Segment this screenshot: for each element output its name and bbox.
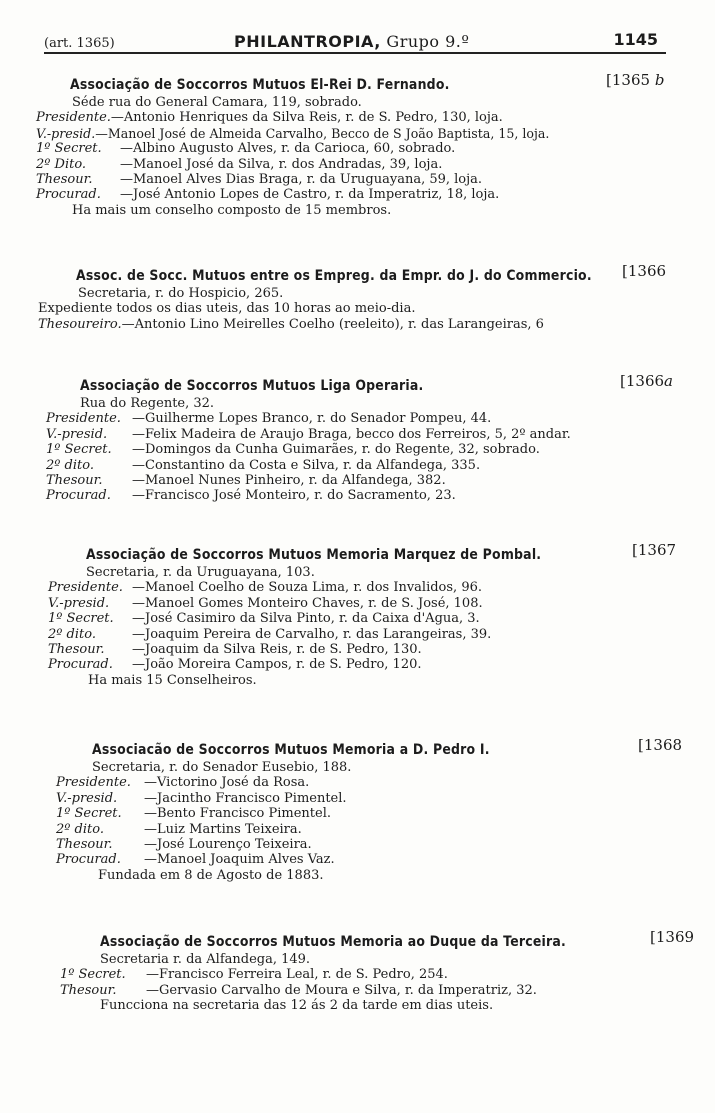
- member-line: 2º dito. —Constantino da Costa e Silva, r. da Alfandega, 335.: [46, 457, 481, 473]
- entry-title: Assoc. de Socc. Mutuos entre os Empreg. da Empr. do J. do Commercio.: [76, 266, 592, 284]
- entry-number: [1369: [650, 928, 695, 946]
- member-line: 2º dito. —Luiz Martins Teixeira.: [56, 821, 302, 837]
- member-line: Thesoureiro.—Antonio Lino Meirelles Coelho (reeleito), r. das Larangeiras, 6: [38, 316, 544, 332]
- member-line: Thesour. —Joaquim da Silva Reis, r. de S. Pedro, 130.: [48, 642, 422, 658]
- member-line: Procurad. —Francisco José Monteiro, r. do Sacramento, 23.: [46, 488, 456, 504]
- member-line: Presidente.—Antonio Henriques da Silva Reis, r. de S. Pedro, 130, loja.: [36, 110, 503, 126]
- member-line: 1º Secret. —Albino Augusto Alves, r. da Carioca, 60, sobrado.: [36, 141, 456, 157]
- entry-title: Associação de Soccorros Mutuos Memoria Marquez de Pombal.: [86, 545, 542, 563]
- member-line: 1º Secret. —Bento Francisco Pimentel.: [56, 806, 332, 822]
- member-line: Presidente. —Manoel Coelho de Souza Lima, r. dos Invalidos, 96.: [48, 580, 482, 596]
- member-line: 2º Dito. —Manoel José da Silva, r. dos Andradas, 39, loja.: [36, 156, 443, 172]
- member-line: 1º Secret. —Francisco Ferreira Leal, r. de S. Pedro, 254.: [60, 967, 448, 983]
- member-line: 1º Secret. —Domingos da Cunha Guimarães, r. do Regente, 32, sobrado.: [46, 442, 540, 458]
- member-line: Thesour. —Manoel Alves Dias Braga, r. da Uruguayana, 59, loja.: [36, 172, 483, 188]
- entry-1366: [38, 262, 678, 332]
- entry-note: Expediente todos os dias uteis, das 10 horas ao meio-dia.: [38, 301, 416, 317]
- member-line: V.-presid. —Felix Madeira de Araujo Braga, becco dos Ferreiros, 5, 2º andar.: [46, 426, 571, 442]
- entry-address: Rua do Regente, 32.: [80, 396, 215, 411]
- entry-address: Secretaria, r. do Hospicio, 265.: [78, 286, 284, 301]
- entry-number: [1365 b: [606, 71, 665, 89]
- page-header: [44, 28, 666, 54]
- member-line: Procurad. —João Moreira Campos, r. de S. Pedro, 120.: [48, 657, 422, 673]
- member-line: V.-presid. —Manoel Gomes Monteiro Chaves, r. de S. José, 108.: [48, 595, 483, 611]
- member-line: Presidente. —Victorino José da Rosa.: [56, 775, 310, 791]
- entry-note: Fundada em 8 de Agosto de 1883.: [98, 867, 324, 883]
- entry-address: Secretaria, r. da Uruguayana, 103.: [86, 565, 315, 580]
- entry-title: Associação de Soccorros Mutuos El-Rei D. Fernando.: [70, 75, 450, 93]
- entry-1369: [60, 928, 700, 1014]
- entry-note: Ha mais 15 Conselheiros.: [88, 672, 257, 688]
- entry-title: Associação de Soccorros Mutuos Liga Operaria.: [80, 376, 424, 394]
- page-number: 1145: [613, 30, 658, 49]
- member-line: V.-presid. —Jacintho Francisco Pimentel.: [56, 790, 347, 806]
- entry-1367: [48, 541, 688, 688]
- running-title: PHILANTROPIA, Grupo 9.º: [234, 32, 470, 51]
- entry-number: [1368: [638, 736, 683, 754]
- entry-address: Séde rua do General Camara, 119, sobrado.: [72, 95, 362, 110]
- entry-address: Secretaria r. da Alfandega, 149.: [100, 952, 311, 967]
- member-line: V.-presid.—Manoel José de Almeida Carvalho, Becco de S João Baptista, 15, loja.: [36, 125, 550, 141]
- entry-address: Secretaria, r. do Senador Eusebio, 188.: [92, 760, 352, 775]
- entry-1365b: [36, 71, 676, 218]
- member-line: Procurad. —Manoel Joaquim Alves Vaz.: [56, 852, 335, 868]
- entry-title: Associação de Soccorros Mutuos Memoria ao Duque da Terceira.: [100, 932, 566, 950]
- member-line: Presidente. —Guilherme Lopes Branco, r. do Senador Pompeu, 44.: [46, 411, 492, 427]
- entry-number: [1366a: [620, 372, 673, 390]
- entry-1368: [56, 736, 696, 883]
- entry-number: [1367: [632, 541, 677, 559]
- entry-note: Funcciona na secretaria das 12 ás 2 da tarde em dias uteis.: [100, 998, 494, 1014]
- member-line: Procurad. —José Antonio Lopes de Castro, r. da Imperatriz, 18, loja.: [36, 187, 500, 203]
- member-line: 2º dito. —Joaquim Pereira de Carvalho, r. das Larangeiras, 39.: [48, 626, 492, 642]
- member-line: Thesour. —Manoel Nunes Pinheiro, r. da Alfandega, 382.: [46, 473, 446, 489]
- member-line: Thesour. —José Lourenço Teixeira.: [56, 837, 312, 853]
- entry-title: Associacão de Soccorros Mutuos Memoria a D. Pedro I.: [92, 740, 490, 758]
- article-range: (art. 1365): [44, 36, 115, 51]
- entry-number: [1366: [622, 262, 667, 280]
- member-line: Thesour. —Gervasio Carvalho de Moura e Silva, r. da Imperatriz, 32.: [60, 982, 537, 998]
- entry-note: Ha mais um conselho composto de 15 membros.: [72, 202, 392, 218]
- member-line: 1º Secret. —José Casimiro da Silva Pinto, r. da Caixa d'Agua, 3.: [48, 611, 480, 627]
- entry-1366a: [46, 372, 686, 504]
